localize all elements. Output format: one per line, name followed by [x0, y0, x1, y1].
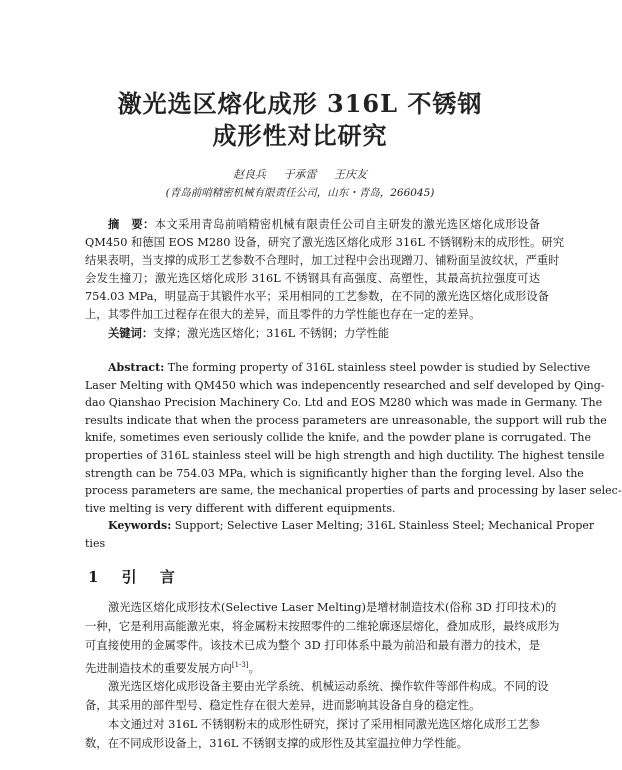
- abstract-line: 上，其零件加工过程存在很大的差异，而且零件的力学性能也存在一定的差异。: [85, 308, 481, 321]
- abstract-line: QM450 和德国 EOS M280 设备，研究了激光选区熔化成形 316L 不锈钢粉末的成形性。研究: [85, 236, 564, 249]
- abstract-line: dao Qianshao Precision Machinery Co. Ltd and EOS M280 which was made in Germany. The: [85, 396, 603, 410]
- abstract-line: 会发生撞刀；激光选区熔化成形 316L 不锈钢具有高强度、高塑性，其最高抗拉强度可达: [85, 272, 540, 285]
- citation: [1-3]: [231, 660, 249, 669]
- section-heading: 1 引 言: [88, 568, 175, 586]
- keywords-english-cont: ties: [85, 536, 106, 550]
- body-line: 可直接使用的金属零件。该技术已成为整个 3D 打印体系中最为前沿和最有潜力的技术，是: [85, 638, 540, 652]
- paper-title-line-1: 激光选区熔化成形 316L 不锈钢: [117, 89, 483, 118]
- body-line: 激光选区熔化成形设备主要由光学系统、机械运动系统、操作软件等部件构成。不同的设: [108, 680, 549, 694]
- body-line: 激光选区熔化成形技术(Selective Laser Melting)是增材制造技术(俗称 3D 打印技术)的: [108, 601, 557, 614]
- abstract-chinese: [85, 215, 564, 343]
- abstract-line: Abstract: The forming property of 316L stainless steel powder is studied by Selective: [108, 361, 591, 374]
- abstract-line: strength can be 754.03 MPa, which is significantly higher than the forging level. Also the: [85, 466, 584, 480]
- abstract-line: knife, sometimes even seriously collide the knife, and the powder plane is corrugated. The: [85, 431, 591, 445]
- abstract-line: 754.03 MPa，明显高于其锻件水平；采用相同的工艺参数，在不同的激光选区熔化成形设备: [85, 290, 549, 303]
- abstract-label: 摘 要：: [108, 217, 155, 231]
- abstract-english: [85, 359, 622, 553]
- abstract-line: properties of 316L stainless steel will be high strength and high ductility. The highest tensile: [85, 448, 605, 462]
- abstract-line: 摘 要：本文采用青岛前哨精密机械有限责任公司自主研发的激光选区熔化成形设备: [108, 217, 540, 231]
- abstract-line: tive melting is very different with different equipments.: [85, 501, 396, 515]
- keywords-chinese: 关键词：支撑；激光选区熔化；316L 不锈钢；力学性能: [108, 326, 390, 340]
- abstract-line: results indicate that when the process parameters are unreasonable, the support will rub the: [85, 413, 607, 427]
- body-line: 先进制造技术的重要发展方向[1-3]。: [85, 660, 260, 675]
- paper-title-line-2: 成形性对比研究: [212, 121, 388, 150]
- section-body: [85, 599, 560, 754]
- abstract-line: Laser Melting with QM450 which was indepencently researched and self developed by Qing-: [85, 378, 605, 392]
- body-line: 数，在不同成形设备上，316L 不锈钢支撑的成形性及其室温拉伸力学性能。: [85, 737, 468, 751]
- abstract-label: Abstract:: [108, 361, 165, 374]
- abstract-line: process parameters are same, the mechanical properties of parts and processing by laser selec-: [85, 484, 622, 498]
- body-line: 本文通过对 316L 不锈钢粉末的成形性研究，探讨了采用相同激光选区熔化成形工艺参: [108, 718, 540, 732]
- keywords-english: Keywords: Support; Selective Laser Melting; 316L Stainless Steel; Mechanical Proper: [108, 519, 595, 533]
- body-line: 一种，它是利用高能激光束，将金属粉末按照零件的二维轮廓逐层熔化，叠加成形，最终成形为: [85, 619, 560, 633]
- abstract-line: 结果表明，当支撑的成形工艺参数不合理时，加工过程中会出现蹭刀、铺粉面呈波纹状，严重时: [85, 254, 560, 267]
- authors: 赵良兵 于承雷 王庆友: [233, 168, 367, 181]
- affiliation: (青岛前哨精密机械有限责任公司，山东・青岛，266045): [165, 187, 435, 199]
- body-line: 备，其采用的部件型号、稳定性存在很大差异，进而影响其设备自身的稳定性。: [85, 699, 481, 713]
